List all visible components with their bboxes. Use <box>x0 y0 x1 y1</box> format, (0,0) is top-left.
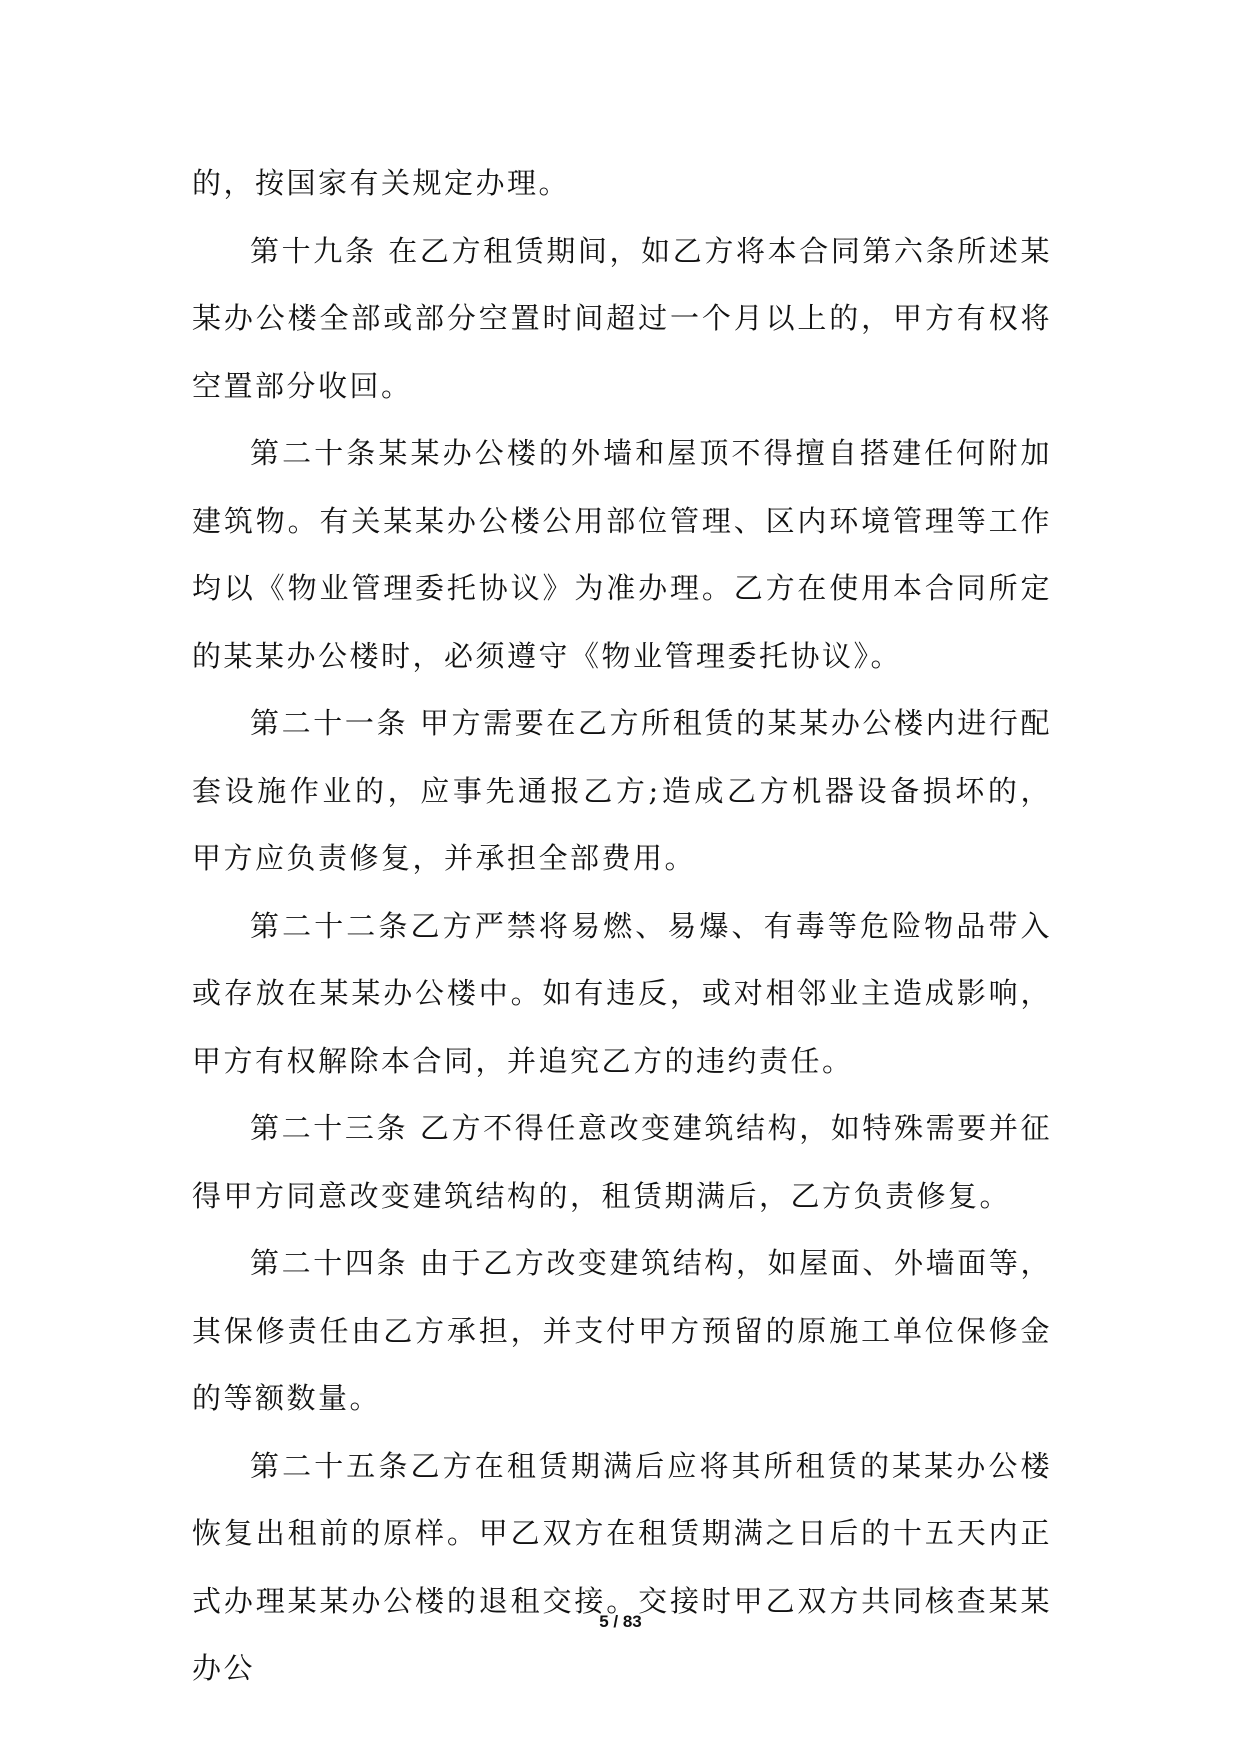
paragraph-article-19: 第十九条 在乙方租赁期间，如乙方将本合同第六条所述某某办公楼全部或部分空置时间超过一个月以上的，甲方有权将空置部分收回。 <box>192 233 1052 403</box>
paragraph-article-25: 第二十五条乙方在租赁期满后应将其所租赁的某某办公楼恢复出租前的原样。甲乙双方在租赁期满之日后的十五天内正式办理某某办公楼的退租交接。交接时甲乙双方共同核查某某办公 <box>192 1448 1052 1685</box>
paragraph-article-22: 第二十二条乙方严禁将易燃、易爆、有毒等危险物品带入或存放在某某办公楼中。如有违反，或对相邻业主造成影响，甲方有权解除本合同，并追究乙方的违约责任。 <box>192 908 1052 1078</box>
page-number: 5 / 83 <box>599 1612 642 1631</box>
document-body <box>192 150 1052 1703</box>
paragraph-article-23: 第二十三条 乙方不得任意改变建筑结构，如特殊需要并征得甲方同意改变建筑结构的，租赁期满后，乙方负责修复。 <box>192 1111 1052 1213</box>
paragraph-article-24: 第二十四条 由于乙方改变建筑结构，如屋面、外墙面等，其保修责任由乙方承担，并支付甲方预留的原施工单位保修金的等额数量。 <box>192 1246 1052 1415</box>
paragraph-article-21: 第二十一条 甲方需要在乙方所租赁的某某办公楼内进行配套设施作业的，应事先通报乙方;造成乙方机器设备损坏的，甲方应负责修复，并承担全部费用。 <box>192 706 1052 875</box>
paragraph-continuation: 的，按国家有关规定办理。 <box>192 166 571 200</box>
paragraph-article-20: 第二十条某某办公楼的外墙和屋顶不得擅自搭建任何附加建筑物。有关某某办公楼公用部位管理、区内环境管理等工作均以《物业管理委托协议》为准办理。乙方在使用本合同所定的某某办公楼时，必须遵守《物业管理委托协议》。 <box>192 436 1052 673</box>
